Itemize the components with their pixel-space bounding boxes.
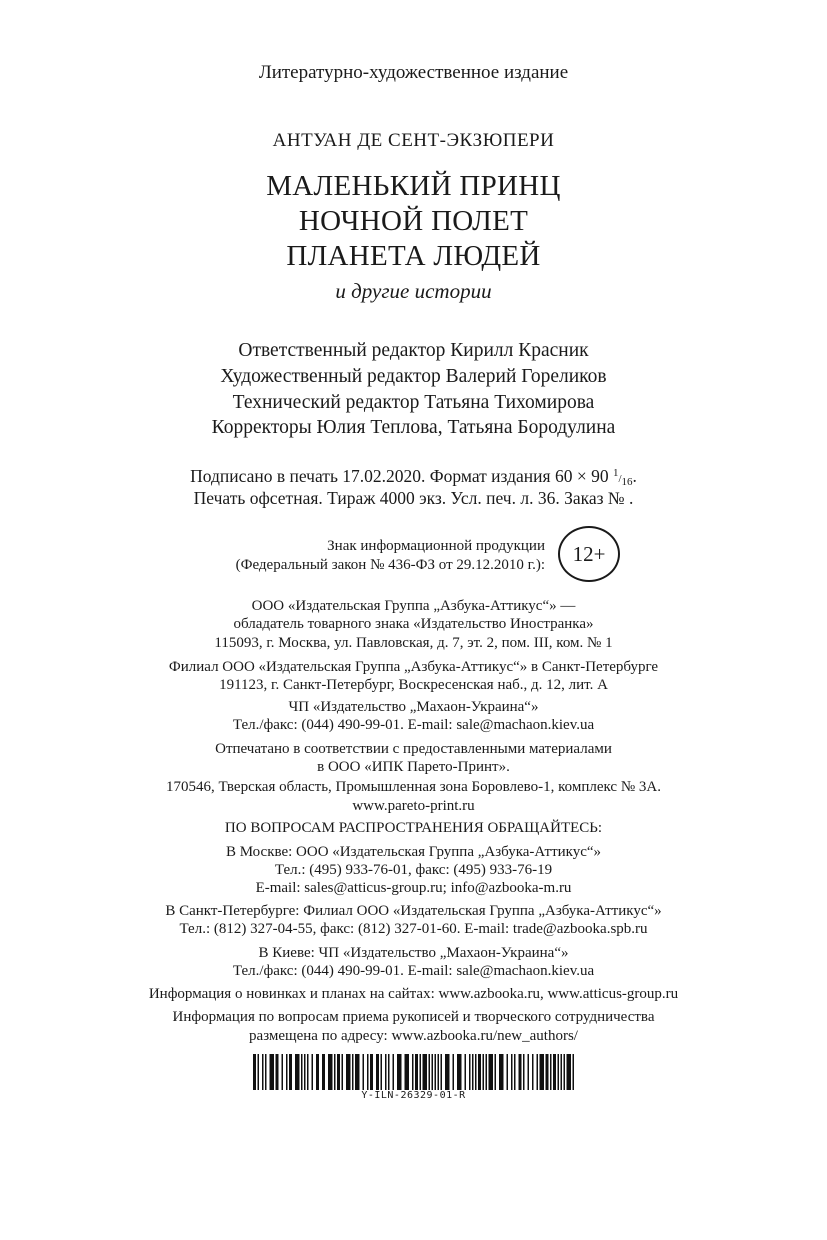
credit-tech-editor: Технический редактор Татьяна Тихомирова: [232, 392, 595, 413]
barcode-bar: [363, 1054, 365, 1090]
barcode-bar: [550, 1054, 552, 1090]
barcode-bar: [507, 1054, 509, 1090]
barcode-bar: [511, 1054, 513, 1090]
barcode-bar: [489, 1054, 494, 1090]
barcode-bar: [328, 1054, 333, 1090]
print-info-line-1: [0, 466, 827, 488]
barcode-bar: [537, 1054, 539, 1090]
barcode-bar: [561, 1054, 563, 1090]
barcode-bar: [282, 1054, 284, 1090]
barcode-bar: [262, 1054, 264, 1090]
barcode-bar: [412, 1054, 414, 1090]
barcode-bar: [397, 1054, 402, 1090]
barcode-bar: [295, 1054, 300, 1090]
barcode-bar: [475, 1054, 477, 1090]
barcode-bar: [528, 1054, 530, 1090]
barcode-bar: [486, 1054, 488, 1090]
print-info-line-2: Печать офсетная. Тираж 4000 экз. Усл. печ. л. 36. Заказ № .: [193, 488, 634, 508]
barcode-bar: [393, 1054, 395, 1090]
book-title-3: ПЛАНЕТА ЛЮДЕЙ: [286, 240, 541, 272]
barcode-bar: [381, 1054, 383, 1090]
barcode-bar: [342, 1054, 344, 1090]
barcode-bar: [478, 1054, 481, 1090]
barcode-bar: [495, 1054, 497, 1090]
barcode-bar: [429, 1054, 431, 1090]
barcode-bar: [435, 1054, 437, 1090]
barcode-bar: [367, 1054, 369, 1090]
barcode-bar: [540, 1054, 545, 1090]
publisher-line: 115093, г. Москва, ул. Павловская, д. 7, эт. 2, пом. III, ком. № 1: [214, 635, 613, 651]
barcode-bar: [553, 1054, 556, 1090]
publisher-line: в ООО «ИПК Парето-Принт».: [317, 759, 510, 775]
barcode-bar: [514, 1054, 516, 1090]
barcode-bar: [532, 1054, 534, 1090]
barcode-bar: [322, 1054, 325, 1090]
barcode-bar: [270, 1054, 275, 1090]
author-name: АНТУАН ДЕ СЕНТ-ЭКЗЮПЕРИ: [272, 130, 555, 151]
print-line-end: .: [632, 466, 637, 486]
barcode-bar: [441, 1054, 443, 1090]
publisher-line: 191123, г. Санкт-Петербург, Воскресенская наб., д. 12, лит. А: [219, 677, 608, 693]
barcode-bar: [337, 1054, 340, 1090]
age-rating-badge: 12+: [558, 526, 620, 582]
barcode-bar: [453, 1054, 455, 1090]
distribution-heading: ПО ВОПРОСАМ РАСПРОСТРАНЕНИЯ ОБРАЩАЙТЕСЬ:: [224, 820, 603, 836]
publisher-line: Отпечатано в соответствии с предоставленными материалами: [215, 741, 612, 757]
publisher-line: ЧП «Издательство „Махаон-Украина“»: [288, 699, 539, 715]
barcode-bar: [334, 1054, 336, 1090]
barcode-bar: [445, 1054, 450, 1090]
info-mark-line-2: (Федеральный закон № 436-ФЗ от 29.12.2010 г.):: [235, 557, 545, 573]
info-mark-line-1: Знак информационной продукции: [327, 538, 545, 554]
barcode-bar: [312, 1054, 314, 1090]
barcode-bar: [286, 1054, 288, 1090]
barcode-bar: [523, 1054, 525, 1090]
credit-chief-editor: Ответственный редактор Кирилл Красник: [238, 340, 589, 361]
barcode-bar: [457, 1054, 462, 1090]
publisher-line: В Киеве: ЧП «Издательство „Махаон-Украина“»: [258, 945, 569, 961]
barcode-bar: [289, 1054, 292, 1090]
barcode-bar: [276, 1054, 279, 1090]
barcode-bar: [432, 1054, 434, 1090]
barcode-bar: [352, 1054, 354, 1090]
barcode-bar: [558, 1054, 560, 1090]
barcode-bar: [573, 1054, 575, 1090]
print-format-text: Подписано в печать 17.02.2020. Формат издания 60 × 90: [190, 466, 613, 486]
barcode-bar: [388, 1054, 390, 1090]
barcode-bar: [546, 1054, 549, 1090]
publisher-line: Тел./факс: (044) 490-99-01. E-mail: sale@machaon.kiev.ua: [232, 963, 595, 979]
format-fraction-denominator: 16: [621, 476, 633, 488]
barcode-bar: [472, 1054, 474, 1090]
publisher-line: Информация по вопросам приема рукописей и творческого сотрудничества: [172, 1009, 655, 1025]
barcode-bar: [567, 1054, 572, 1090]
barcode-bar: [469, 1054, 471, 1090]
publisher-line: Тел.: (495) 933-76-01, факс: (495) 933-76-19: [274, 862, 553, 878]
barcode-bar: [346, 1054, 351, 1090]
publisher-line: E-mail: sales@atticus-group.ru; info@azbooka-m.ru: [255, 880, 572, 896]
publisher-line: Информация о новинках и планах на сайтах: www.azbooka.ru, www.atticus-group.ru: [148, 986, 679, 1002]
format-fraction-separator: /: [618, 473, 622, 485]
barcode-bar: [519, 1054, 522, 1090]
book-title-2: НОЧНОЙ ПОЛЕТ: [298, 205, 529, 237]
publisher-line: Тел./факс: (044) 490-99-01. E-mail: sale@machaon.kiev.ua: [232, 717, 595, 733]
barcode-bar: [355, 1054, 360, 1090]
credit-art-editor: Художественный редактор Валерий Гореликов: [220, 366, 607, 387]
barcode-bar: [385, 1054, 387, 1090]
info-product-mark: [215, 537, 545, 575]
barcode-bar: [405, 1054, 410, 1090]
barcode-bar: [499, 1054, 504, 1090]
barcode-bar: [253, 1054, 256, 1090]
barcode-bar: [465, 1054, 467, 1090]
barcode-image: [253, 1054, 575, 1090]
barcode-bar: [415, 1054, 418, 1090]
credit-proofreaders: Корректоры Юлия Теплова, Татьяна Бородулина: [211, 417, 616, 438]
publisher-line: 170546, Тверская область, Промышленная зона Боровлево-1, комплекс № 3А.: [166, 779, 661, 795]
book-title-1: МАЛЕНЬКИЙ ПРИНЦ: [266, 170, 561, 202]
barcode-bar: [423, 1054, 428, 1090]
barcode-text: Y-ILN-26329-01-R: [361, 1090, 466, 1101]
barcode-bar: [483, 1054, 485, 1090]
barcode-bar: [265, 1054, 267, 1090]
barcode-bar: [370, 1054, 373, 1090]
publisher-line: Филиал ООО «Издательская Группа „Азбука-Аттикус“» в Санкт-Петербурге: [168, 659, 659, 675]
barcode-bar: [564, 1054, 566, 1090]
edition-type: Литературно-художественное издание: [258, 62, 569, 83]
barcode-bar: [316, 1054, 319, 1090]
format-fraction-numerator: 1: [612, 467, 619, 479]
publisher-line: В Санкт-Петербурге: Филиал ООО «Издательская Группа „Азбука-Аттикус“»: [165, 903, 662, 919]
barcode-bar: [304, 1054, 306, 1090]
publisher-line: Тел.: (812) 327-04-55, факс: (812) 327-01-60. E-mail: trade@azbooka.spb.ru: [179, 921, 648, 937]
book-subtitle: и другие истории: [335, 279, 492, 303]
barcode-bar: [376, 1054, 379, 1090]
publisher-line: обладатель товарного знака «Издательство Иностранка»: [233, 616, 594, 632]
publisher-line: ООО «Издательская Группа „Азбука-Аттикус“» —: [251, 598, 576, 614]
barcode-bar: [301, 1054, 303, 1090]
barcode-bar: [258, 1054, 260, 1090]
publisher-line: www.pareto-print.ru: [352, 798, 475, 814]
barcode-bar: [307, 1054, 309, 1090]
publisher-line: размещена по адресу: www.azbooka.ru/new_authors/: [249, 1028, 578, 1044]
publisher-line: В Москве: ООО «Издательская Группа „Азбука-Аттикус“»: [225, 844, 602, 860]
barcode-bar: [438, 1054, 440, 1090]
barcode-bar: [420, 1054, 422, 1090]
